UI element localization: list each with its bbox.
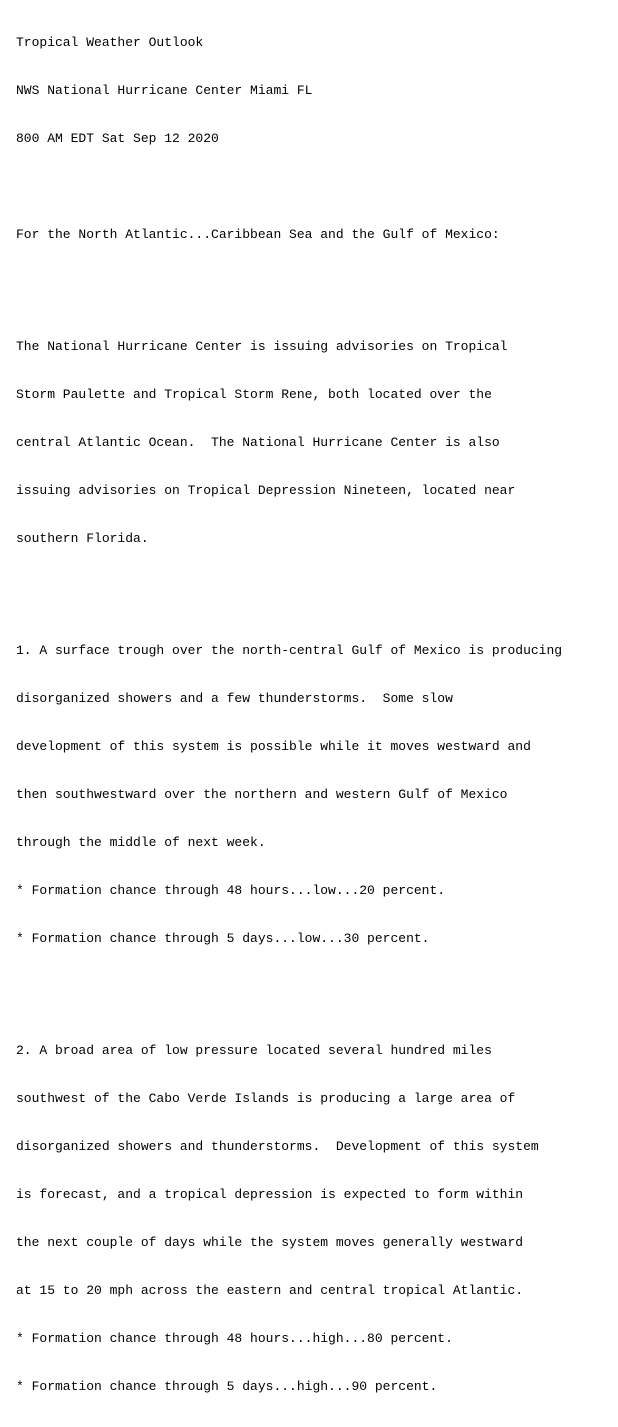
issuing-office: NWS National Hurricane Center Miami FL — [16, 83, 313, 98]
outlook-text — [16, 3, 562, 1427]
item1-line: disorganized showers and a few thunderstorms. Some slow — [16, 691, 453, 706]
intro-line: southern Florida. — [16, 531, 149, 546]
spacer — [16, 979, 562, 995]
item2-chance-5d: * Formation chance through 5 days...high...90 percent. — [16, 1379, 438, 1394]
intro-line: Storm Paulette and Tropical Storm Rene, both located over the — [16, 387, 492, 402]
outlook-title: Tropical Weather Outlook — [16, 35, 204, 50]
region-heading: For the North Atlantic...Caribbean Sea and the Gulf of Mexico: — [16, 227, 500, 242]
item1-line: through the middle of next week. — [16, 835, 266, 850]
intro-line: issuing advisories on Tropical Depression Nineteen, located near — [16, 483, 516, 498]
item2-line: disorganized showers and thunderstorms. Development of this system — [16, 1139, 539, 1154]
item1-line: 1. A surface trough over the north-central Gulf of Mexico is producing — [16, 643, 563, 658]
item2-line: southwest of the Cabo Verde Islands is producing a large area of — [16, 1091, 516, 1106]
intro-line: central Atlantic Ocean. The National Hurricane Center is also — [16, 435, 500, 450]
item1-line: development of this system is possible while it moves westward and — [16, 739, 531, 754]
item2-line: at 15 to 20 mph across the eastern and central tropical Atlantic. — [16, 1283, 524, 1298]
item1-line: then southwestward over the northern and western Gulf of Mexico — [16, 787, 508, 802]
spacer — [16, 275, 562, 291]
item2-chance-48h: * Formation chance through 48 hours...high...80 percent. — [16, 1331, 453, 1346]
issue-timestamp: 800 AM EDT Sat Sep 12 2020 — [16, 131, 219, 146]
spacer — [16, 579, 562, 595]
spacer — [16, 179, 562, 195]
item2-line: is forecast, and a tropical depression is expected to form within — [16, 1187, 524, 1202]
item2-line: 2. A broad area of low pressure located several hundred miles — [16, 1043, 492, 1058]
item2-line: the next couple of days while the system moves generally westward — [16, 1235, 524, 1250]
item1-chance-48h: * Formation chance through 48 hours...low...20 percent. — [16, 883, 446, 898]
intro-line: The National Hurricane Center is issuing advisories on Tropical — [16, 339, 508, 354]
item1-chance-5d: * Formation chance through 5 days...low...30 percent. — [16, 931, 430, 946]
